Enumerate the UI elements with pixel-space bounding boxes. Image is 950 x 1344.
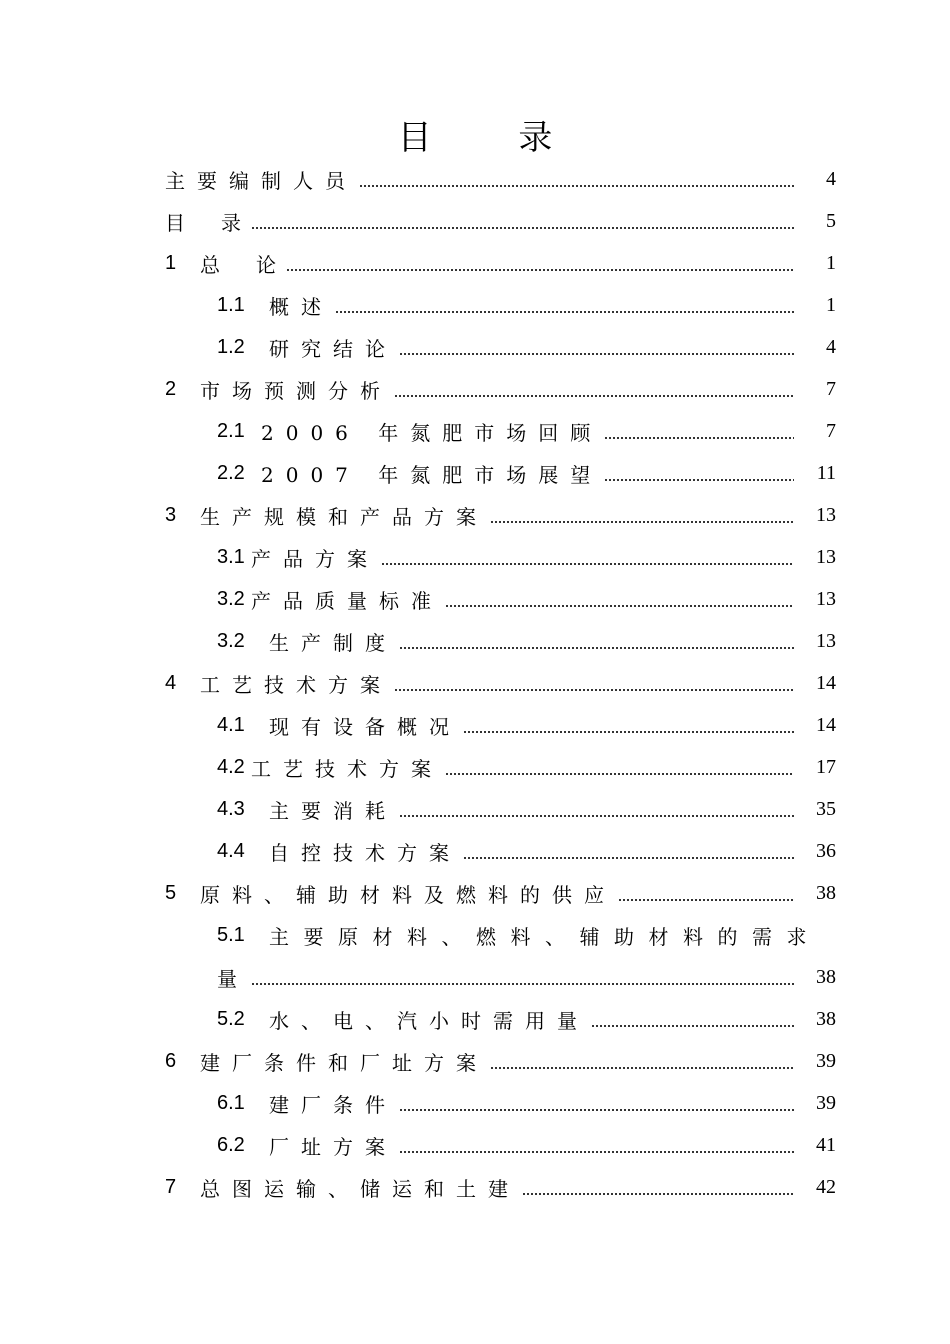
- toc-entry-label: 2006 年氮肥市场回顾: [261, 420, 603, 445]
- toc-entry-page: 13: [816, 503, 836, 526]
- toc-leader-dots: [604, 479, 794, 481]
- toc-leader-dots: [399, 1151, 794, 1153]
- toc-entry-label: 生产制度: [269, 630, 397, 655]
- toc-leader-dots: [445, 773, 794, 775]
- toc-entry[interactable]: [0, 1124, 950, 1166]
- toc-entry-number: 6.1: [217, 1091, 245, 1114]
- toc-entry-label: 现有设备概况: [269, 714, 461, 739]
- toc-leader-dots: [394, 395, 794, 397]
- toc-entry-label: 建厂条件: [269, 1092, 397, 1117]
- toc-entry-label: 主要消耗: [269, 798, 397, 823]
- toc-entry-page: 17: [816, 755, 836, 778]
- toc-entry-label: 总图运输、储运和土建: [200, 1176, 520, 1201]
- toc-entry-page: 38: [816, 1007, 836, 1030]
- toc-entry[interactable]: [0, 200, 950, 242]
- toc-leader-dots: [399, 647, 794, 649]
- toc-entry[interactable]: [0, 746, 950, 788]
- toc-leader-dots: [399, 353, 794, 355]
- toc-entry-label: 研究结论: [269, 336, 397, 361]
- toc-entry-number: 5: [165, 881, 177, 904]
- toc-entry-number: 1: [165, 251, 177, 274]
- page-title: 目 录: [397, 118, 591, 158]
- toc-entry-label: 目 录: [165, 210, 249, 235]
- toc-leader-dots: [463, 857, 794, 859]
- toc-leader-dots: [399, 815, 794, 817]
- toc-entry-page: 41: [816, 1133, 836, 1156]
- toc-entry[interactable]: [0, 494, 950, 536]
- toc-entry-number: 4.1: [217, 713, 245, 736]
- toc-leader-dots: [381, 563, 794, 565]
- toc-entry-label: 自控技术方案: [269, 840, 461, 865]
- toc-leader-dots: [445, 605, 794, 607]
- toc-entry[interactable]: [0, 704, 950, 746]
- toc-entry-page: 35: [816, 797, 836, 820]
- toc-entry-page: 7: [826, 419, 836, 442]
- toc-entry-page: 13: [816, 587, 836, 610]
- toc-leader-dots: [591, 1025, 794, 1027]
- toc-entry-page: 39: [816, 1049, 836, 1072]
- toc-leader-dots: [463, 731, 794, 733]
- toc-leader-dots: [604, 437, 794, 439]
- table-of-contents: [0, 158, 950, 1208]
- toc-entry[interactable]: [0, 326, 950, 368]
- toc-entry[interactable]: [0, 830, 950, 872]
- toc-entry-page: 4: [826, 335, 836, 358]
- toc-entry-label: 原料、辅助材料及燃料的供应: [200, 882, 616, 907]
- toc-entry-label: 建厂条件和厂址方案: [200, 1050, 488, 1075]
- toc-entry[interactable]: [0, 284, 950, 326]
- toc-entry[interactable]: [0, 788, 950, 830]
- toc-entry-number: 1.2: [217, 335, 245, 358]
- toc-entry[interactable]: [0, 242, 950, 284]
- toc-entry[interactable]: [0, 410, 950, 452]
- toc-entry-number: 3: [165, 503, 177, 526]
- toc-entry-number: 1.1: [217, 293, 245, 316]
- toc-entry-page: 5: [826, 209, 836, 232]
- toc-entry-page: 1: [826, 293, 836, 316]
- toc-entry-label: 产品方案: [251, 546, 379, 571]
- toc-entry-number: 3.2: [217, 629, 245, 652]
- toc-entry[interactable]: [0, 158, 950, 200]
- toc-entry-number: 4: [165, 671, 177, 694]
- toc-entry-label: 2007 年氮肥市场展望: [261, 462, 603, 487]
- toc-entry[interactable]: [0, 578, 950, 620]
- toc-entry[interactable]: [0, 1082, 950, 1124]
- toc-entry-page: 36: [816, 839, 836, 862]
- toc-entry-label: 产品质量标准: [251, 588, 443, 613]
- toc-entry-label: 主要编制人员: [165, 168, 357, 193]
- toc-entry-label-continued: 量: [217, 966, 249, 991]
- toc-leader-dots: [490, 521, 794, 523]
- toc-entry-continuation[interactable]: [0, 956, 950, 998]
- toc-leader-dots: [251, 983, 794, 985]
- toc-entry[interactable]: [0, 998, 950, 1040]
- toc-leader-dots: [399, 1109, 794, 1111]
- toc-entry-label: 市场预测分析: [200, 378, 392, 403]
- toc-entry-label: 工艺技术方案: [200, 672, 392, 697]
- toc-entry-number: 4.2: [217, 755, 245, 778]
- toc-leader-dots: [335, 311, 794, 313]
- toc-entry-page: 38: [816, 965, 836, 988]
- toc-entry[interactable]: [0, 1040, 950, 1082]
- toc-entry-number: 7: [165, 1175, 177, 1198]
- toc-entry-number: 2: [165, 377, 177, 400]
- toc-entry-label: 厂址方案: [269, 1134, 397, 1159]
- toc-entry-label: 生产规模和产品方案: [200, 504, 488, 529]
- toc-entry-label: 水、电、汽小时需用量: [269, 1008, 589, 1033]
- toc-entry-number: 5.2: [217, 1007, 245, 1030]
- toc-entry-number: 3.1: [217, 545, 245, 568]
- toc-entry[interactable]: [0, 452, 950, 494]
- toc-entry[interactable]: [0, 536, 950, 578]
- toc-entry-label: 主要原材料、燃料、辅助材料的需求: [269, 924, 821, 949]
- toc-leader-dots: [394, 689, 794, 691]
- toc-entry-number: 6: [165, 1049, 177, 1072]
- toc-leader-dots: [359, 185, 794, 187]
- toc-leader-dots: [490, 1067, 794, 1069]
- toc-entry-label: 总 论: [200, 252, 284, 277]
- toc-entry[interactable]: [0, 914, 950, 956]
- toc-entry-page: 1: [826, 251, 836, 274]
- toc-entry-number: 4.3: [217, 797, 245, 820]
- toc-leader-dots: [251, 227, 794, 229]
- toc-leader-dots: [522, 1193, 794, 1195]
- toc-entry[interactable]: [0, 368, 950, 410]
- toc-entry-number: 2.1: [217, 419, 245, 442]
- toc-entry-page: 7: [826, 377, 836, 400]
- toc-entry-page: 38: [816, 881, 836, 904]
- toc-leader-dots: [618, 899, 794, 901]
- toc-entry-label: 工艺技术方案: [251, 756, 443, 781]
- toc-entry-page: 4: [826, 167, 836, 190]
- toc-entry-number: 5.1: [217, 923, 245, 946]
- toc-entry[interactable]: [0, 662, 950, 704]
- toc-entry[interactable]: [0, 620, 950, 662]
- toc-leader-dots: [286, 269, 794, 271]
- toc-entry-number: 6.2: [217, 1133, 245, 1156]
- toc-entry-page: 14: [816, 671, 836, 694]
- toc-entry-page: 13: [816, 545, 836, 568]
- toc-entry[interactable]: [0, 872, 950, 914]
- toc-entry-page: 11: [816, 461, 836, 484]
- toc-entry-number: 4.4: [217, 839, 245, 862]
- toc-entry-page: 13: [816, 629, 836, 652]
- toc-entry-page: 14: [816, 713, 836, 736]
- toc-entry-number: 3.2: [217, 587, 245, 610]
- toc-entry-page: 39: [816, 1091, 836, 1114]
- toc-entry[interactable]: [0, 1166, 950, 1208]
- toc-entry-page: 42: [816, 1175, 836, 1198]
- toc-entry-number: 2.2: [217, 461, 245, 484]
- toc-entry-label: 概述: [269, 294, 333, 319]
